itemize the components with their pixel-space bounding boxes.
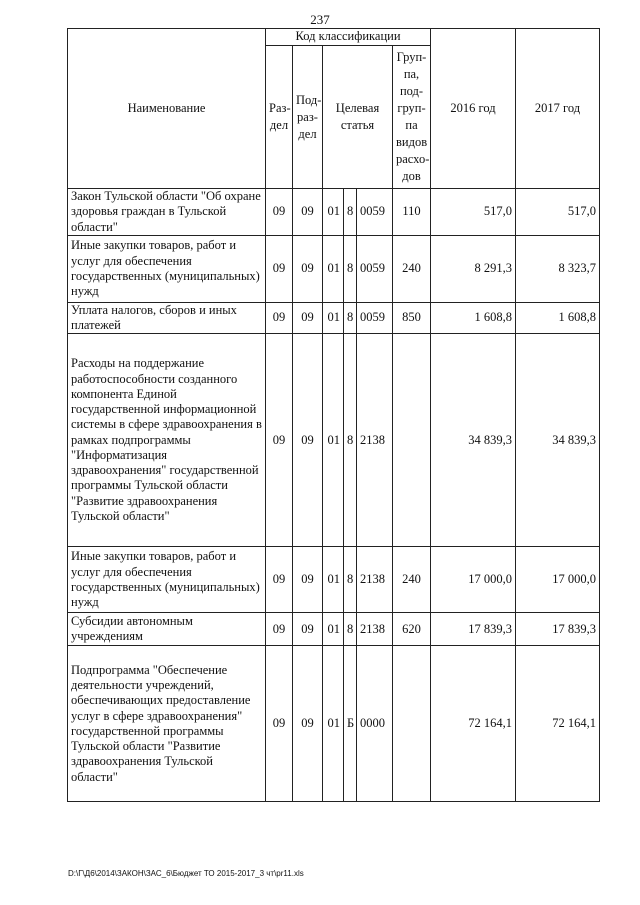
row-subsection: 09 bbox=[293, 547, 323, 613]
row-amount-2016: 1 608,8 bbox=[431, 302, 516, 334]
row-amount-2017: 72 164,1 bbox=[516, 646, 600, 802]
row-amount-2017: 1 608,8 bbox=[516, 302, 600, 334]
row-amount-2017: 17 839,3 bbox=[516, 613, 600, 646]
row-name: Закон Тульской области "Об охране здоровья граждан в Тульской области" bbox=[68, 189, 266, 236]
table-row bbox=[68, 613, 600, 646]
row-subsection: 09 bbox=[293, 302, 323, 334]
row-amount-2016: 72 164,1 bbox=[431, 646, 516, 802]
header-name: Наименование bbox=[68, 29, 266, 189]
row-subsection: 09 bbox=[293, 646, 323, 802]
row-section: 09 bbox=[266, 334, 293, 547]
row-amount-2017: 8 323,7 bbox=[516, 235, 600, 302]
row-subsection: 09 bbox=[293, 189, 323, 236]
row-target-part2: 8 bbox=[344, 547, 357, 613]
row-expense-group: 850 bbox=[393, 302, 431, 334]
page-number: 237 bbox=[310, 12, 330, 27]
row-amount-2017: 517,0 bbox=[516, 189, 600, 236]
row-subsection: 09 bbox=[293, 235, 323, 302]
row-target-part1: 01 bbox=[323, 235, 344, 302]
table-row bbox=[68, 302, 600, 334]
row-expense-group: 240 bbox=[393, 547, 431, 613]
row-expense-group bbox=[393, 334, 431, 547]
row-target-part2: 8 bbox=[344, 613, 357, 646]
row-section: 09 bbox=[266, 646, 293, 802]
row-target-part2: 8 bbox=[344, 302, 357, 334]
row-section: 09 bbox=[266, 547, 293, 613]
row-section: 09 bbox=[266, 302, 293, 334]
row-section: 09 bbox=[266, 235, 293, 302]
row-name: Иные закупки товаров, работ и услуг для обеспечения государственных (муниципальных) нужд bbox=[68, 547, 266, 613]
header-year-2017: 2017 год bbox=[516, 29, 600, 189]
row-target-part3: 0059 bbox=[357, 189, 393, 236]
row-amount-2016: 17 000,0 bbox=[431, 547, 516, 613]
row-subsection: 09 bbox=[293, 613, 323, 646]
row-amount-2016: 8 291,3 bbox=[431, 235, 516, 302]
table-row bbox=[68, 235, 600, 302]
row-target-part2: 8 bbox=[344, 235, 357, 302]
row-amount-2017: 17 000,0 bbox=[516, 547, 600, 613]
header-expense-group: Груп- па, под- груп- па видов расхо- дов bbox=[393, 46, 431, 189]
row-expense-group: 620 bbox=[393, 613, 431, 646]
row-target-part3: 0059 bbox=[357, 302, 393, 334]
row-name: Иные закупки товаров, работ и услуг для обеспечения государственных (муниципальных) нужд bbox=[68, 235, 266, 302]
row-target-part1: 01 bbox=[323, 189, 344, 236]
row-target-part1: 01 bbox=[323, 646, 344, 802]
budget-table bbox=[67, 28, 600, 802]
row-name: Расходы на поддержание работоспособности созданного компонента Единой государственной информационной системы в сфере здравоохранения в рамках подпрограммы "Информатизация здравоохранения" государственной программы Тульской области "Развитие здравоохранения Тульской области" bbox=[68, 334, 266, 547]
row-target-part3: 2138 bbox=[357, 334, 393, 547]
row-name: Субсидии автономным учреждениям bbox=[68, 613, 266, 646]
row-target-part3: 0059 bbox=[357, 235, 393, 302]
row-target-part1: 01 bbox=[323, 547, 344, 613]
row-target-part2: 8 bbox=[344, 334, 357, 547]
table-row bbox=[68, 334, 600, 547]
row-amount-2016: 34 839,3 bbox=[431, 334, 516, 547]
row-section: 09 bbox=[266, 613, 293, 646]
row-target-part3: 2138 bbox=[357, 613, 393, 646]
row-expense-group: 110 bbox=[393, 189, 431, 236]
header-target-article: Целевая статья bbox=[323, 46, 393, 189]
header-section: Раз- дел bbox=[266, 46, 293, 189]
row-amount-2016: 517,0 bbox=[431, 189, 516, 236]
row-target-part3: 2138 bbox=[357, 547, 393, 613]
row-amount-2016: 17 839,3 bbox=[431, 613, 516, 646]
row-expense-group: 240 bbox=[393, 235, 431, 302]
row-name: Подпрограмма "Обеспечение деятельности учреждений, обеспечивающих предоставление услуг в сфере здравоохранения" государственной программы Тульской области "Развитие здравоохранения Тульской области" bbox=[68, 646, 266, 802]
footer-file-path: D:\Г\Д6\2014\ЗАКОН\ЗАС_6\Бюджет ТО 2015-2017_3 чт\pr11.xls bbox=[68, 869, 304, 878]
row-target-part1: 01 bbox=[323, 302, 344, 334]
row-target-part2: 8 bbox=[344, 189, 357, 236]
header-row-top bbox=[68, 29, 600, 46]
table-row bbox=[68, 189, 600, 236]
row-amount-2017: 34 839,3 bbox=[516, 334, 600, 547]
row-name: Уплата налогов, сборов и иных платежей bbox=[68, 302, 266, 334]
row-target-part2: Б bbox=[344, 646, 357, 802]
row-expense-group bbox=[393, 646, 431, 802]
row-subsection: 09 bbox=[293, 334, 323, 547]
row-target-part1: 01 bbox=[323, 334, 344, 547]
row-target-part1: 01 bbox=[323, 613, 344, 646]
table-row bbox=[68, 547, 600, 613]
header-subsection: Под- раз- дел bbox=[293, 46, 323, 189]
header-code-group: Код классификации bbox=[266, 29, 431, 46]
row-section: 09 bbox=[266, 189, 293, 236]
header-year-2016: 2016 год bbox=[431, 29, 516, 189]
row-target-part3: 0000 bbox=[357, 646, 393, 802]
table-row bbox=[68, 646, 600, 802]
